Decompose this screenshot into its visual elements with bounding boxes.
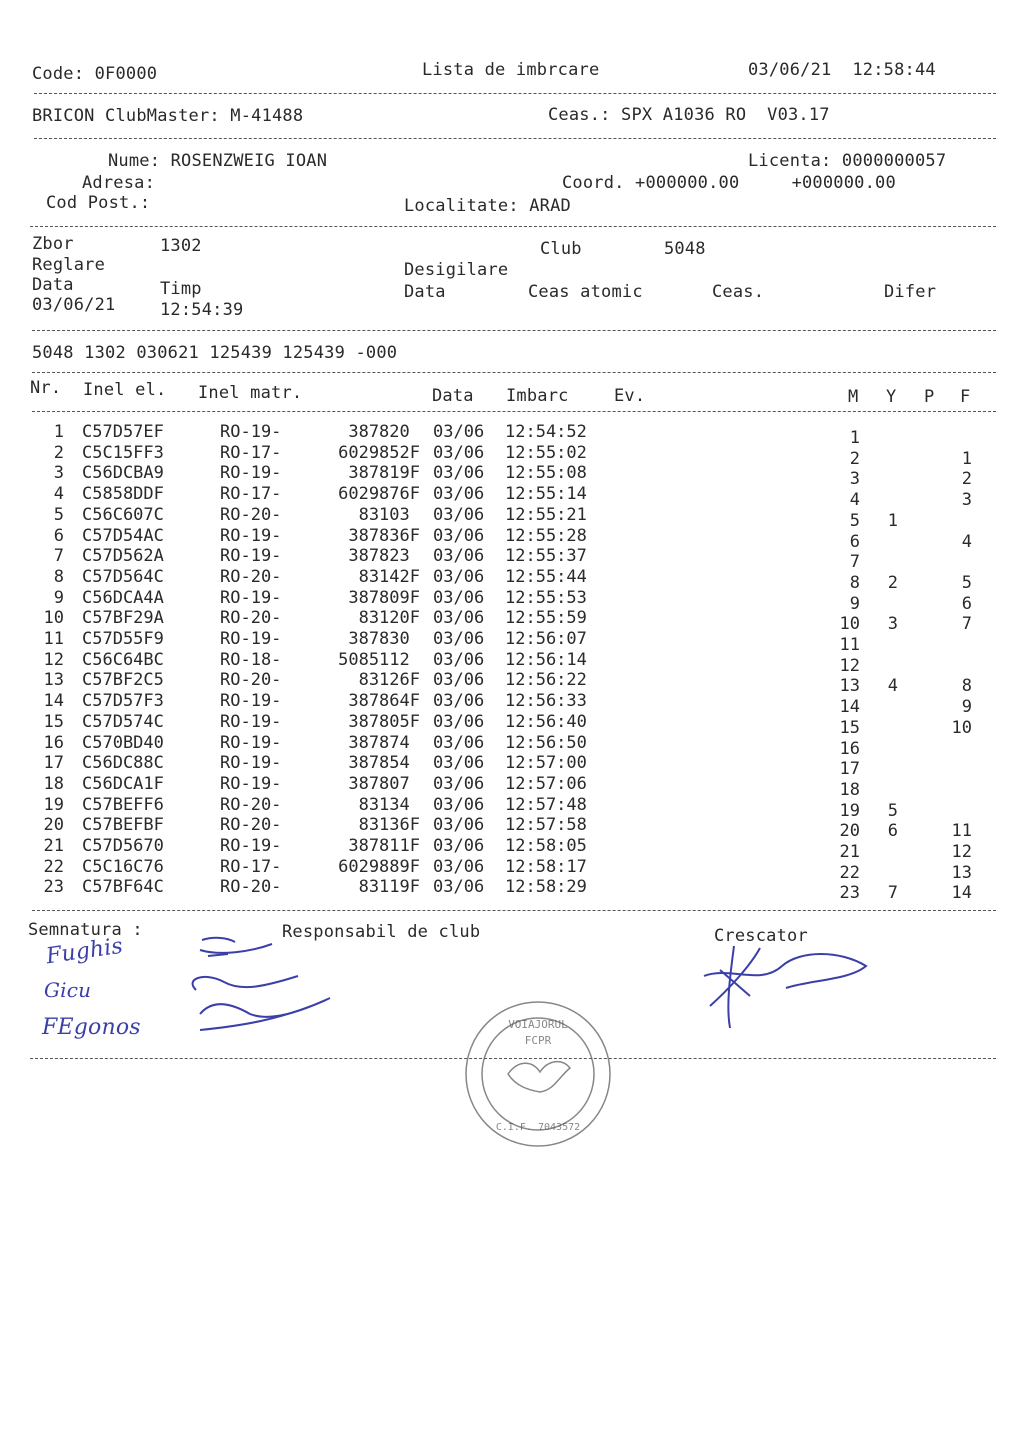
divider xyxy=(32,411,996,412)
arrival-time: 12:57:00 xyxy=(505,753,587,774)
col-header-p: P xyxy=(924,387,935,407)
flight-number: 1302 xyxy=(160,236,202,256)
table-row xyxy=(0,836,1024,862)
arrival-date: 03/06 xyxy=(433,794,485,815)
ring-series: RO-19- xyxy=(220,525,282,546)
row-number: 8 xyxy=(53,566,64,587)
col-header-m: M xyxy=(848,387,859,407)
row-number: 23 xyxy=(43,877,64,898)
col-f-value: 13 xyxy=(951,862,972,883)
ring-number: 6029889F xyxy=(338,856,420,877)
col-header-inel-matr: Inel matr. xyxy=(198,383,303,403)
ring-number: 83136F xyxy=(358,815,420,836)
col-m-value: 7 xyxy=(849,552,860,573)
electronic-ring-id: C57D564C xyxy=(82,566,164,587)
arrival-time: 12:56:50 xyxy=(505,732,587,753)
electronic-ring-id: C56C64BC xyxy=(82,649,164,670)
ring-series: RO-20- xyxy=(220,670,282,691)
ring-series: RO-19- xyxy=(220,732,282,753)
ring-number: 387874 xyxy=(348,732,420,753)
table-row xyxy=(0,463,1024,490)
col-m-value: 21 xyxy=(839,842,860,862)
table-row xyxy=(0,711,1024,738)
arrival-date: 03/06 xyxy=(433,629,485,649)
col-y-value: 3 xyxy=(887,614,898,635)
difference-label: Difer xyxy=(884,282,937,302)
breeder-signature-icon xyxy=(690,936,880,1036)
arrival-date: 03/06 xyxy=(433,691,485,712)
arrival-time: 12:55:02 xyxy=(505,442,587,463)
col-m-value: 10 xyxy=(839,614,860,635)
atomic-clock-label: Ceas atomic xyxy=(528,282,643,302)
col-m-value: 2 xyxy=(849,448,860,469)
clock-info: Ceas.: SPX A1036 RO V03.17 xyxy=(548,105,830,125)
ring-number: 387836F xyxy=(348,525,420,546)
col-header-imbarc: Imbarc xyxy=(506,386,569,406)
arrival-time: 12:55:21 xyxy=(505,504,587,525)
ring-number: 387823 xyxy=(348,546,420,567)
electronic-ring-id: C57D54AC xyxy=(82,525,164,546)
col-m-value: 14 xyxy=(839,697,860,718)
col-m-value: 9 xyxy=(849,593,860,614)
arrival-time: 12:58:05 xyxy=(505,836,587,856)
arrival-date: 03/06 xyxy=(433,504,485,525)
col-f-value: 2 xyxy=(961,469,972,490)
adjustment-label: Reglare xyxy=(32,255,106,275)
arrival-date: 03/06 xyxy=(433,525,485,546)
col-m-value: 20 xyxy=(839,821,860,842)
unseal-date-label: Data xyxy=(404,282,446,302)
arrival-date: 03/06 xyxy=(433,856,485,877)
col-m-value: 6 xyxy=(849,531,860,552)
ring-number: 83103 xyxy=(358,504,420,525)
stamp-text-bottom: C.I.F. 7043572 xyxy=(495,1122,581,1133)
ring-series: RO-20- xyxy=(220,815,282,836)
row-number: 3 xyxy=(53,463,64,484)
ring-series: RO-17- xyxy=(220,856,282,877)
row-number: 20 xyxy=(43,815,64,836)
ring-number: 5085112 xyxy=(338,649,420,670)
ring-number: 387809F xyxy=(348,587,420,608)
table-row xyxy=(0,442,1024,469)
table-row xyxy=(0,649,1024,676)
locality: Localitate: ARAD xyxy=(404,196,571,216)
divider xyxy=(34,93,996,94)
row-number: 6 xyxy=(53,525,64,546)
ring-number: 387820 xyxy=(348,422,420,442)
electronic-ring-id: C57D57EF xyxy=(82,422,164,442)
col-f-value: 11 xyxy=(951,821,972,842)
col-m-value: 22 xyxy=(839,862,860,883)
ring-series: RO-20- xyxy=(220,877,282,898)
table-row xyxy=(0,691,1024,718)
arrival-date: 03/06 xyxy=(433,546,485,567)
ring-series: RO-17- xyxy=(220,442,282,463)
ring-number: 83126F xyxy=(358,670,420,691)
ring-number: 6029876F xyxy=(338,484,420,505)
arrival-date: 03/06 xyxy=(433,773,485,794)
col-f-value: 4 xyxy=(961,531,972,552)
table-row xyxy=(0,566,1024,593)
row-number: 2 xyxy=(53,442,64,463)
row-number: 21 xyxy=(43,836,64,856)
col-y-value: 7 xyxy=(887,883,898,904)
club-stamp-icon xyxy=(458,994,618,1154)
col-y-value: 2 xyxy=(887,572,898,593)
arrival-time: 12:55:59 xyxy=(505,608,587,629)
arrival-time: 12:56:40 xyxy=(505,711,587,732)
col-m-value: 5 xyxy=(849,510,860,531)
arrival-time: 12:57:48 xyxy=(505,794,587,815)
ring-number: 387819F xyxy=(348,463,420,484)
electronic-ring-id: C56DCA4A xyxy=(82,587,164,608)
electronic-ring-id: C5C16C76 xyxy=(82,856,164,877)
row-number: 15 xyxy=(43,711,64,732)
document-title: Lista de imbrcare xyxy=(422,60,600,80)
flight-label: Zbor xyxy=(32,234,74,254)
divider xyxy=(32,910,996,911)
unsealing-label: Desigilare xyxy=(404,260,509,280)
arrival-time: 12:58:17 xyxy=(505,856,587,877)
arrival-date: 03/06 xyxy=(433,484,485,505)
arrival-time: 12:57:58 xyxy=(505,815,587,836)
table-row xyxy=(0,773,1024,800)
license-number: Licenta: 0000000057 xyxy=(748,151,947,171)
table-row xyxy=(0,753,1024,780)
row-number: 13 xyxy=(43,670,64,691)
ring-series: RO-19- xyxy=(220,691,282,712)
ring-series: RO-17- xyxy=(220,484,282,505)
arrival-time: 12:55:37 xyxy=(505,546,587,567)
arrival-time: 12:55:28 xyxy=(505,525,587,546)
table-row xyxy=(0,794,1024,821)
col-m-value: 4 xyxy=(849,490,860,511)
col-y-value: 4 xyxy=(887,676,898,697)
col-header-ev: Ev. xyxy=(614,386,646,406)
col-f-value: 5 xyxy=(961,572,972,593)
arrival-date: 03/06 xyxy=(433,566,485,587)
table-row xyxy=(0,815,1024,842)
arrival-time: 12:56:33 xyxy=(505,691,587,712)
row-number: 10 xyxy=(43,608,64,629)
electronic-ring-id: C57BF2C5 xyxy=(82,670,164,691)
ring-series: RO-19- xyxy=(220,422,282,442)
electronic-ring-id: C57BF29A xyxy=(82,608,164,629)
divider xyxy=(30,226,996,227)
row-number: 16 xyxy=(43,732,64,753)
ring-series: RO-19- xyxy=(220,773,282,794)
ring-series: RO-20- xyxy=(220,794,282,815)
arrival-date: 03/06 xyxy=(433,649,485,670)
col-f-value: 3 xyxy=(961,490,972,511)
breeder-label: Crescator xyxy=(714,926,808,946)
electronic-ring-id: C57D5670 xyxy=(82,836,164,856)
col-header-nr: Nr. xyxy=(30,378,62,398)
col-m-value: 18 xyxy=(839,779,860,800)
print-datetime: 03/06/21 12:58:44 xyxy=(748,60,936,80)
row-number: 22 xyxy=(43,856,64,877)
arrival-date: 03/06 xyxy=(433,442,485,463)
row-number: 17 xyxy=(43,753,64,774)
col-m-value: 23 xyxy=(839,883,860,904)
ring-number: 387864F xyxy=(348,691,420,712)
col-header-y: Y xyxy=(886,387,897,407)
col-f-value: 7 xyxy=(961,614,972,635)
ring-series: RO-19- xyxy=(220,587,282,608)
signature-scribbles-icon xyxy=(180,930,340,1050)
col-f-value: 6 xyxy=(961,593,972,614)
ring-series: RO-19- xyxy=(220,629,282,649)
col-f-value: 1 xyxy=(961,448,972,469)
adjustment-date: 03/06/21 xyxy=(32,295,116,315)
table-row xyxy=(0,670,1024,697)
address-label: Adresa: xyxy=(82,173,156,193)
electronic-ring-id: C5C15FF3 xyxy=(82,442,164,463)
bricon-model: BRICON ClubMaster: M-41488 xyxy=(32,106,304,126)
col-f-value: 10 xyxy=(951,717,972,738)
row-number: 1 xyxy=(53,422,64,442)
ring-series: RO-19- xyxy=(220,546,282,567)
col-f-value: 9 xyxy=(961,697,972,718)
electronic-ring-id: C57D57F3 xyxy=(82,691,164,712)
col-header-inel-el: Inel el. xyxy=(83,380,167,400)
electronic-ring-id: C57D574C xyxy=(82,711,164,732)
col-m-value: 8 xyxy=(849,572,860,593)
ring-number: 387830 xyxy=(348,629,420,649)
ring-number: 83119F xyxy=(358,877,420,898)
electronic-ring-id: C56DC88C xyxy=(82,753,164,774)
arrival-time: 12:54:52 xyxy=(505,422,587,442)
arrival-time: 12:56:14 xyxy=(505,649,587,670)
row-number: 5 xyxy=(53,504,64,525)
table-row xyxy=(0,422,1024,448)
arrival-time: 12:56:22 xyxy=(505,670,587,691)
table-row xyxy=(0,546,1024,573)
ring-number: 83134 xyxy=(358,794,420,815)
arrival-date: 03/06 xyxy=(433,670,485,691)
clock-label: Ceas. xyxy=(712,282,765,302)
arrival-time: 12:55:14 xyxy=(505,484,587,505)
col-m-value: 1 xyxy=(849,428,860,448)
arrival-date: 03/06 xyxy=(433,422,485,442)
ring-number: 387807 xyxy=(348,773,420,794)
table-row xyxy=(0,587,1024,614)
ring-series: RO-19- xyxy=(220,836,282,856)
table-row xyxy=(0,732,1024,759)
arrival-time: 12:57:06 xyxy=(505,773,587,794)
time-label: Timp xyxy=(160,279,202,299)
electronic-ring-id: C56DCA1F xyxy=(82,773,164,794)
ring-series: RO-18- xyxy=(220,649,282,670)
row-number: 19 xyxy=(43,794,64,815)
arrival-date: 03/06 xyxy=(433,877,485,898)
col-header-f: F xyxy=(960,387,971,407)
divider xyxy=(32,330,996,331)
ring-number: 6029852F xyxy=(338,442,420,463)
row-number: 14 xyxy=(43,691,64,712)
row-number: 9 xyxy=(53,587,64,608)
row-number: 7 xyxy=(53,546,64,567)
col-m-value: 15 xyxy=(839,717,860,738)
col-m-value: 13 xyxy=(839,676,860,697)
arrival-time: 12:56:07 xyxy=(505,629,587,649)
arrival-date: 03/06 xyxy=(433,463,485,484)
club-responsible-label: Responsabil de club xyxy=(282,922,481,942)
ring-number: 83142F xyxy=(358,566,420,587)
arrival-time: 12:55:08 xyxy=(505,463,587,484)
table-row xyxy=(0,856,1024,883)
divider xyxy=(32,372,996,373)
handwritten-signature-2: Gicu xyxy=(44,978,92,1002)
ring-series: RO-20- xyxy=(220,566,282,587)
arrival-date: 03/06 xyxy=(433,587,485,608)
arrival-time: 12:55:53 xyxy=(505,587,587,608)
row-number: 12 xyxy=(43,649,64,670)
electronic-ring-id: C57BEFF6 xyxy=(82,794,164,815)
electronic-ring-id: C56C607C xyxy=(82,504,164,525)
col-f-value: 8 xyxy=(961,676,972,697)
electronic-ring-id: C57D55F9 xyxy=(82,629,164,649)
col-f-value: 12 xyxy=(951,842,972,862)
arrival-date: 03/06 xyxy=(433,836,485,856)
ring-number: 83120F xyxy=(358,608,420,629)
col-y-value: 5 xyxy=(887,800,898,821)
col-y-value: 6 xyxy=(887,821,898,842)
stamp-text-mid: FCPR xyxy=(524,1034,552,1047)
col-m-value: 16 xyxy=(839,738,860,759)
arrival-date: 03/06 xyxy=(433,711,485,732)
col-m-value: 11 xyxy=(839,635,860,655)
row-number: 11 xyxy=(43,629,64,649)
col-m-value: 19 xyxy=(839,800,860,821)
table-row xyxy=(0,525,1024,552)
col-y-value: 1 xyxy=(887,510,898,531)
col-f-value: 14 xyxy=(951,883,972,904)
row-number: 4 xyxy=(53,484,64,505)
row-number: 18 xyxy=(43,773,64,794)
ring-series: RO-20- xyxy=(220,504,282,525)
ring-series: RO-19- xyxy=(220,463,282,484)
electronic-ring-id: C570BD40 xyxy=(82,732,164,753)
owner-name: Nume: ROSENZWEIG IOAN xyxy=(108,151,328,171)
coordinates: Coord. +000000.00 +000000.00 xyxy=(562,173,896,193)
adjustment-time: 12:54:39 xyxy=(160,300,244,320)
col-header-data: Data xyxy=(432,386,474,406)
code-label: Code: 0F0000 xyxy=(32,64,158,84)
arrival-time: 12:55:44 xyxy=(505,566,587,587)
table-row xyxy=(0,629,1024,655)
table-row xyxy=(0,504,1024,531)
ring-series: RO-19- xyxy=(220,711,282,732)
club-number: 5048 xyxy=(664,239,706,259)
col-m-value: 17 xyxy=(839,759,860,780)
signature-label: Semnatura : xyxy=(28,920,143,940)
ring-number: 387811F xyxy=(348,836,420,856)
table-row xyxy=(0,608,1024,635)
arrival-date: 03/06 xyxy=(433,608,485,629)
handwritten-signature-1: Fughis xyxy=(44,933,125,970)
electronic-ring-id: C56DCBA9 xyxy=(82,463,164,484)
divider xyxy=(34,138,996,139)
date-label: Data xyxy=(32,275,74,295)
ring-number: 387805F xyxy=(348,711,420,732)
club-label: Club xyxy=(540,239,582,259)
electronic-ring-id: C5858DDF xyxy=(82,484,164,505)
handwritten-signature-3: FEgonos xyxy=(42,1015,141,1040)
flight-code-line: 5048 1302 030621 125439 125439 -000 xyxy=(32,343,398,363)
electronic-ring-id: C57D562A xyxy=(82,546,164,567)
electronic-ring-id: C57BF64C xyxy=(82,877,164,898)
ring-number: 387854 xyxy=(348,753,420,774)
col-m-value: 12 xyxy=(839,655,860,676)
arrival-time: 12:58:29 xyxy=(505,877,587,898)
stamp-text-top: VOIAJORUL xyxy=(508,1018,568,1031)
arrival-date: 03/06 xyxy=(433,732,485,753)
electronic-ring-id: C57BEFBF xyxy=(82,815,164,836)
postal-code-label: Cod Post.: xyxy=(46,193,151,213)
table-row xyxy=(0,877,1024,904)
ring-series: RO-19- xyxy=(220,753,282,774)
arrival-date: 03/06 xyxy=(433,753,485,774)
table-row xyxy=(0,484,1024,511)
ring-series: RO-20- xyxy=(220,608,282,629)
arrival-date: 03/06 xyxy=(433,815,485,836)
col-m-value: 3 xyxy=(849,469,860,490)
